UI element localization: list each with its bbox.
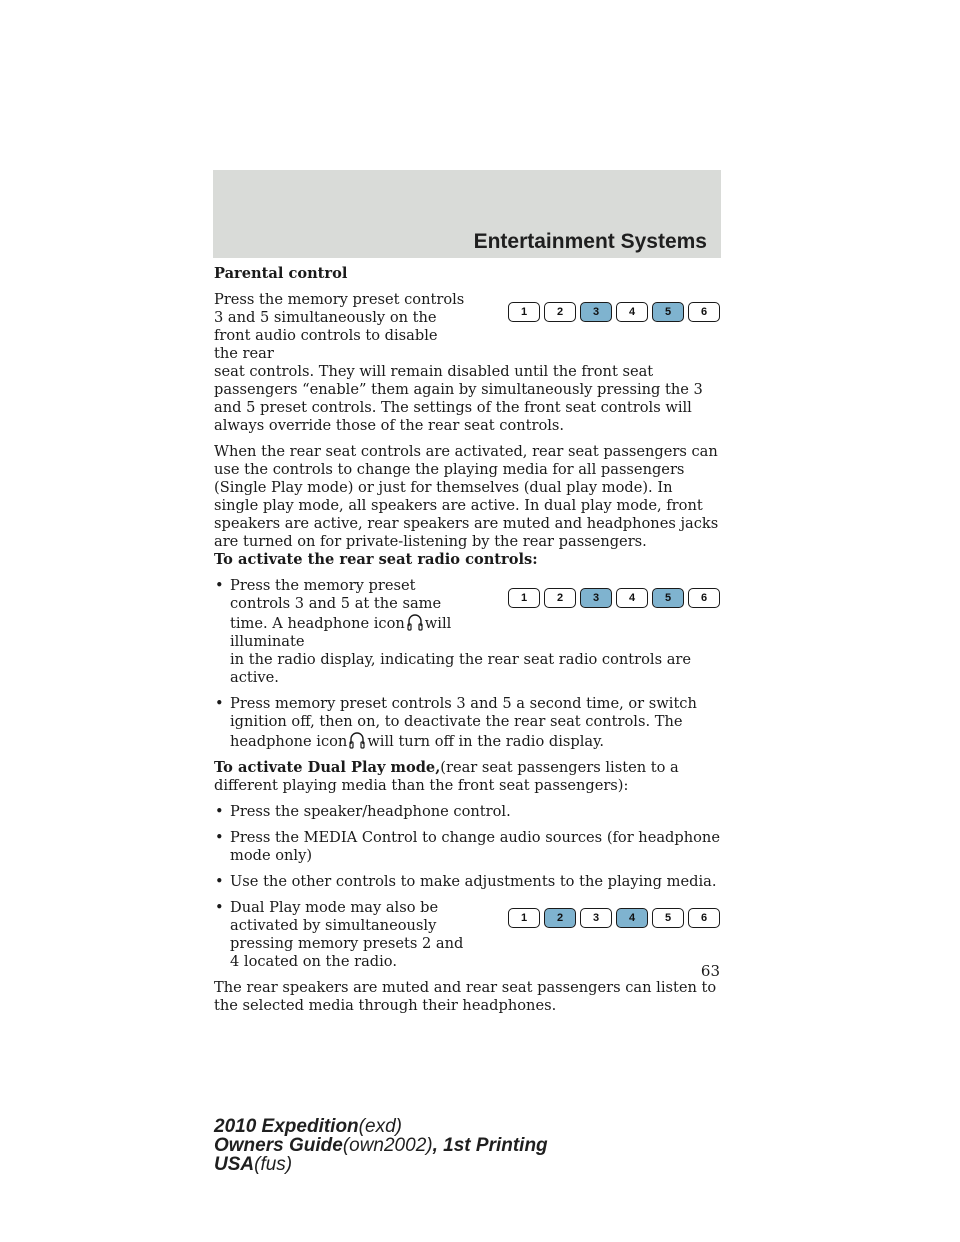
preset-key-2: 2 bbox=[544, 588, 576, 608]
preset-key-2: 2 bbox=[544, 302, 576, 322]
parental-control-section bbox=[214, 291, 720, 435]
bullet-marker: • bbox=[215, 829, 224, 846]
preset-key-3: 3 bbox=[580, 908, 612, 928]
bullet-marker: • bbox=[215, 873, 224, 890]
bullet-text: Dual Play mode may also be activated by simultaneously pressing memory presets 2 and 4 located on the radio. bbox=[230, 899, 464, 970]
preset-key-4: 4 bbox=[616, 588, 648, 608]
preset-key-5: 5 bbox=[652, 302, 684, 322]
preset-key-4: 4 bbox=[616, 302, 648, 322]
bullet-marker: • bbox=[215, 577, 224, 594]
parental-control-heading: Parental control bbox=[214, 265, 348, 282]
dual-play-bullets bbox=[214, 803, 720, 971]
preset-key-1: 1 bbox=[508, 908, 540, 928]
dual-play-preset-item bbox=[214, 899, 720, 971]
list-item bbox=[214, 577, 720, 651]
page-number: 63 bbox=[700, 962, 720, 980]
print-footer: 2010 Expedition(exd) Owners Guide(own2002), 1st Printing USA(fus) bbox=[214, 1116, 548, 1175]
list-item bbox=[214, 695, 720, 751]
list-item bbox=[214, 873, 720, 891]
parental-control-text: Press the memory preset controls 3 and 5 simultaneously on the front audio controls to disable the rear bbox=[214, 291, 465, 362]
list-item bbox=[214, 803, 720, 821]
preset-key-5: 5 bbox=[652, 588, 684, 608]
preset-key-1: 1 bbox=[508, 588, 540, 608]
bullet-text-continued: in the radio display, indicating the rear seat radio controls are active. bbox=[230, 651, 692, 686]
page-content bbox=[214, 265, 720, 1023]
preset-key-1: 1 bbox=[508, 302, 540, 322]
section-title: Entertainment Systems bbox=[473, 230, 707, 253]
bullet-text: Press memory preset controls 3 and 5 a second time, or switch ignition off, then on, to deactivate the rear seat controls. The headphone icon bbox=[230, 695, 697, 750]
bullet-text: Press the speaker/headphone control. bbox=[230, 803, 511, 820]
bullet-text: will turn off in the radio display. bbox=[367, 733, 605, 750]
bullet-text: Press the MEDIA Control to change audio sources (for headphone mode only) bbox=[230, 829, 720, 864]
headphone-icon bbox=[349, 731, 365, 749]
dual-play-intro-text: (rear seat passengers listen to a different playing media than the front seat passengers): bbox=[214, 759, 679, 794]
bullet-marker: • bbox=[215, 695, 224, 712]
parental-control-text-continued: seat controls. They will remain disabled until the front seat passengers “enable” them again by simultaneously pressing the 3 and 5 preset controls. The settings of the front seat controls will always override those of the rear seat controls. bbox=[214, 363, 703, 434]
list-item bbox=[214, 899, 720, 971]
play-modes-paragraph: When the rear seat controls are activated, rear seat passengers can use the controls to change the playing media for all passengers (Single Play mode) or just for themselves (dual play mode). In single play mode, all speakers are active. In dual play mode, front speakers are active, rear speakers are muted and headphones jacks are turned on for private-listening by the rear passengers. bbox=[214, 443, 719, 550]
list-item bbox=[214, 829, 720, 865]
bullet-marker: • bbox=[215, 899, 224, 916]
preset-keypad bbox=[508, 302, 720, 322]
bullet-text: Press the memory preset controls 3 and 5 at the same time. A headphone icon bbox=[230, 577, 442, 632]
bullet-text: Use the other controls to make adjustments to the playing media. bbox=[230, 873, 717, 890]
preset-key-3: 3 bbox=[580, 588, 612, 608]
preset-key-6: 6 bbox=[688, 302, 720, 322]
preset-key-3: 3 bbox=[580, 302, 612, 322]
dual-play-intro bbox=[214, 759, 720, 795]
bullet-text: will illuminate bbox=[230, 615, 452, 650]
bullet-marker: • bbox=[215, 803, 224, 820]
activate-bullets bbox=[214, 577, 720, 751]
headphone-icon bbox=[407, 613, 423, 631]
closing-paragraph: The rear speakers are muted and rear seat passengers can listen to the selected media through their headphones. bbox=[214, 979, 717, 1014]
preset-key-6: 6 bbox=[688, 908, 720, 928]
section-header-band bbox=[213, 170, 721, 258]
preset-key-2: 2 bbox=[544, 908, 576, 928]
activate-rear-controls-heading: To activate the rear seat radio controls: bbox=[214, 551, 538, 568]
preset-key-4: 4 bbox=[616, 908, 648, 928]
preset-key-6: 6 bbox=[688, 588, 720, 608]
dual-play-heading: To activate Dual Play mode, bbox=[214, 759, 441, 776]
preset-key-5: 5 bbox=[652, 908, 684, 928]
